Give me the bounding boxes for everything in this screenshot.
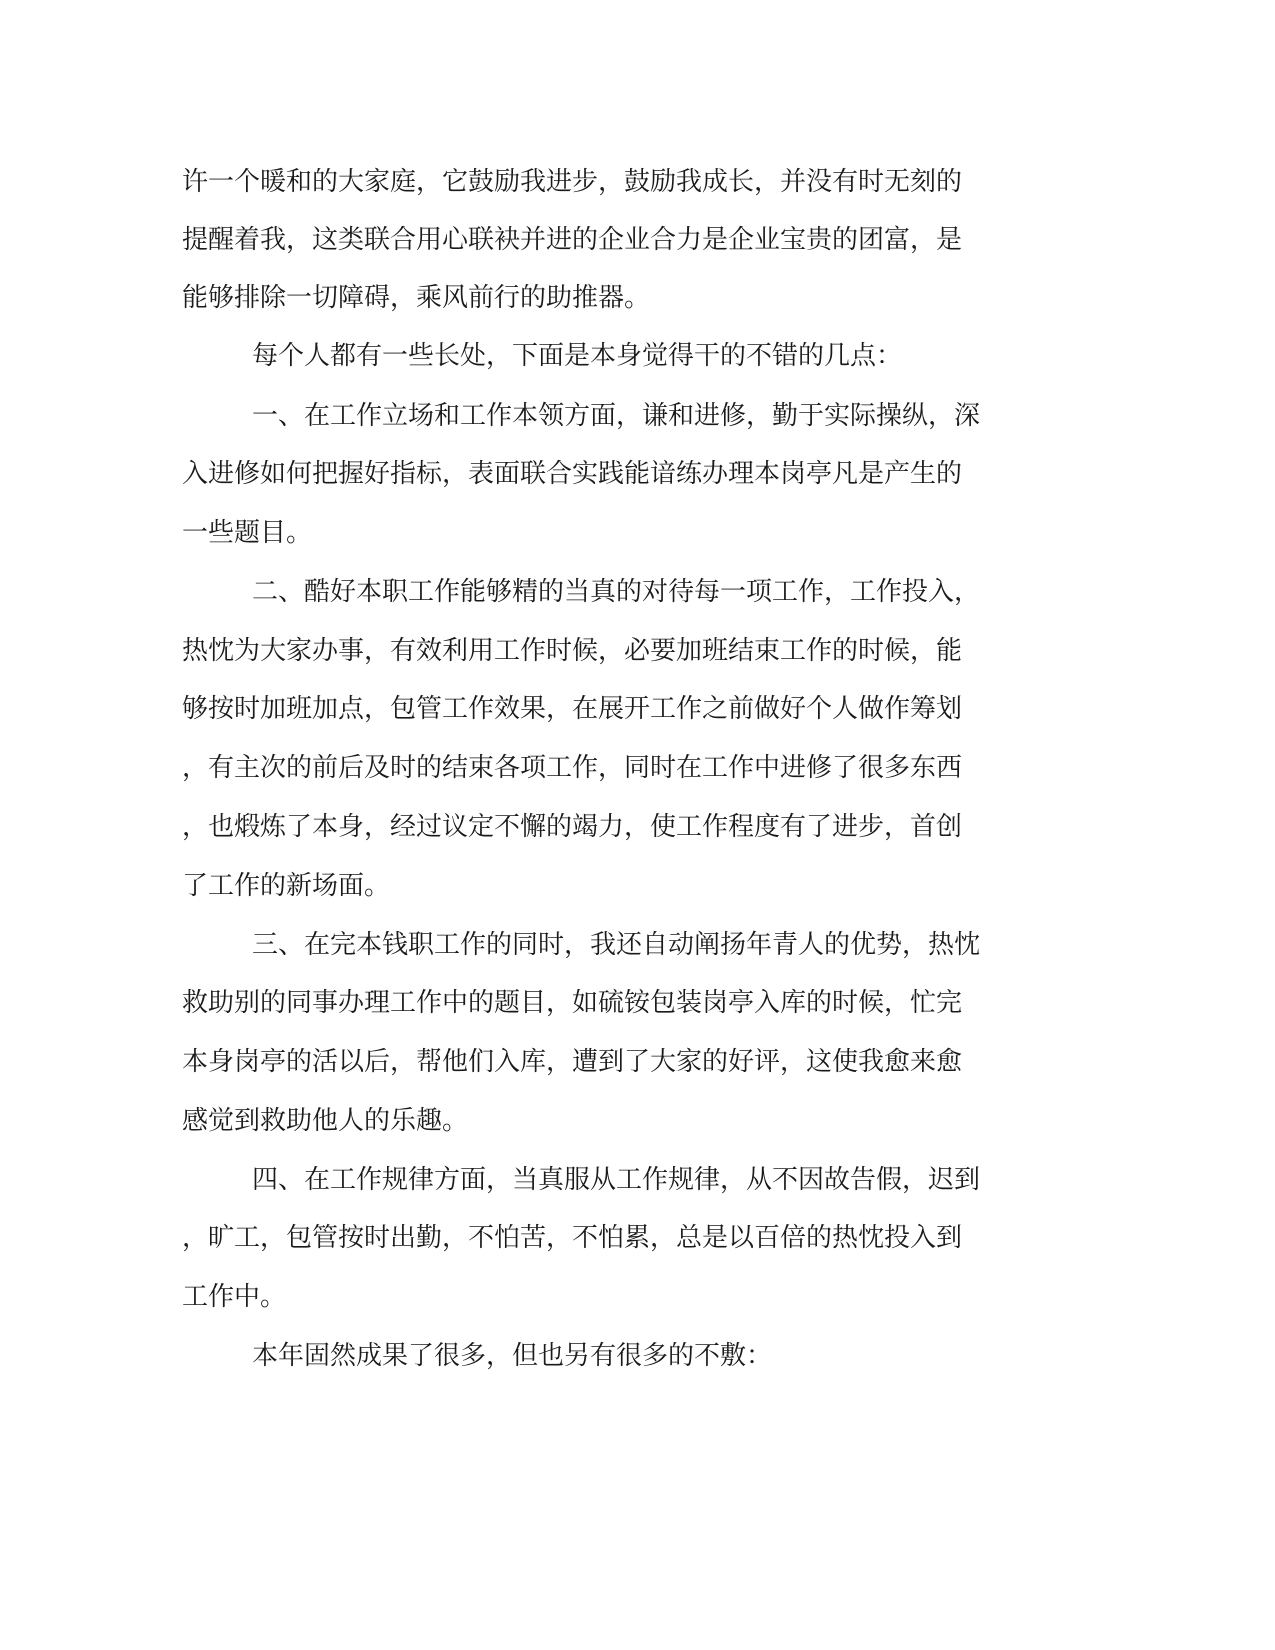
text-line: 每个人都有一些长处，下面是本身觉得干的不错的几点： (252, 341, 903, 371)
text-line: 工作中。 (182, 1282, 287, 1312)
text-line: 够按时加班加点，包管工作效果，在展开工作之前做好个人做作筹划 (182, 694, 963, 724)
text-line: 许一个暖和的大家庭，它鼓励我进步，鼓励我成长，并没有时无刻的 (182, 167, 963, 197)
text-line: 一、在工作立场和工作本领方面，谦和进修，勤于实际操纵，深 (252, 401, 981, 431)
text-line: 感觉到救助他人的乐趣。 (182, 1106, 469, 1136)
text-line: 热忱为大家办事，有效利用工作时候，必要加班结束工作的时候，能 (182, 636, 963, 666)
text-line: 四、在工作规律方面，当真服从工作规律，从不因故告假，迟到 (252, 1165, 981, 1195)
text-line: 本年固然成果了很多，但也另有很多的不敷： (252, 1341, 773, 1371)
text-line: ，旷工，包管按时出勤，不怕苦，不怕累，总是以百倍的热忱投入到 (182, 1223, 963, 1253)
text-line: ，有主次的前后及时的结束各项工作，同时在工作中进修了很多东西 (182, 753, 963, 783)
text-line: 三、在完本钱职工作的同时，我还自动阐扬年青人的优势，热忱 (252, 930, 981, 960)
text-line: 二、酷好本职工作能够精的当真的对待每一项工作，工作投入， (252, 577, 981, 607)
text-line: 一些题目。 (182, 518, 313, 548)
text-line: 能够排除一切障碍，乘风前行的助推器。 (182, 283, 651, 313)
text-line: 救助别的同事办理工作中的题目，如硫铵包装岗亭入库的时候，忙完 (182, 988, 963, 1018)
text-line: ，也煅炼了本身，经过议定不懈的竭力，使工作程度有了进步，首创 (182, 812, 963, 842)
text-line: 入进修如何把握好指标，表面联合实践能谙练办理本岗亭凡是产生的 (182, 459, 963, 489)
text-line: 提醒着我，这类联合用心联袂并进的企业合力是企业宝贵的团富，是 (182, 225, 963, 255)
text-line: 本身岗亭的活以后，帮他们入库，遭到了大家的好评，这使我愈来愈 (182, 1047, 963, 1077)
text-line: 了工作的新场面。 (182, 871, 391, 901)
